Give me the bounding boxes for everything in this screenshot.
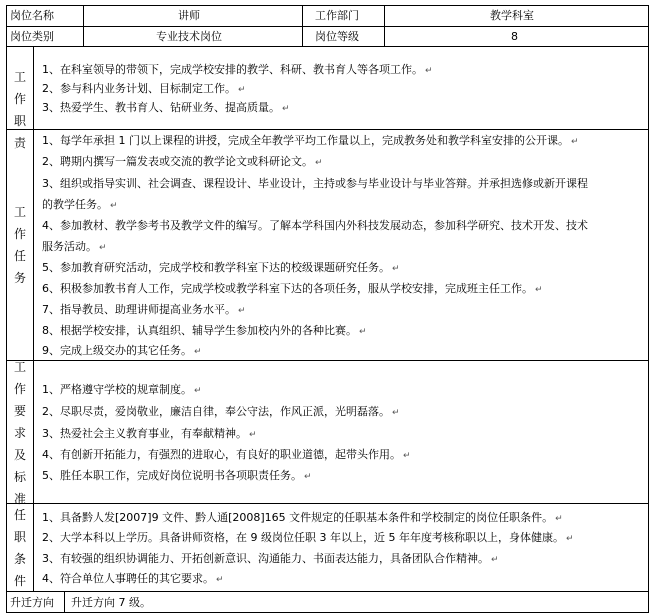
col-divider bbox=[64, 591, 65, 613]
position-category-label: 岗位类别 bbox=[10, 30, 54, 43]
position-level-label: 岗位等级 bbox=[315, 30, 359, 43]
tasks-line: 3、组织或指导实训、社会调查、课程设计、毕业设计，主持或参与毕业设计与毕业答辩。并承担选修或新开课程 bbox=[42, 177, 588, 190]
tasks-line: 2、聘期内撰写一篇发表或交流的教学论文或科研论文。 ↵ bbox=[42, 155, 323, 168]
qualifications-line: 2、大学本科以上学历。具备讲师资格，在 9 级岗位任职 3 年以上，近 5 年年度考核称职以上，身体健康。 ↵ bbox=[42, 531, 574, 544]
col-divider bbox=[302, 5, 303, 47]
row-divider bbox=[6, 591, 649, 592]
row-divider bbox=[6, 129, 649, 130]
tasks-line: 1、每学年承担 1 门以上课程的讲授，完成全年教学平均工作量以上，完成教务处和教学科室安排的公开课。 ↵ bbox=[42, 134, 579, 147]
requirements-line: 1、严格遵守学校的规章制度。 ↵ bbox=[42, 383, 202, 396]
requirements-section-label: 工 作 要 求 及 标 准 bbox=[13, 360, 26, 506]
tasks-line: 9、完成上级交办的其它任务。 ↵ bbox=[42, 344, 202, 357]
duties-line: 2、参与科内业务计划、目标制定工作。 ↵ bbox=[42, 82, 246, 95]
tasks-line: 4、参加教材、教学参考书及教学文件的编写。了解本学科国内外科技发展动态，参加科学研究、技术开发、技术 bbox=[42, 219, 588, 232]
requirements-line: 3、热爱社会主义教育事业，有奉献精神。 ↵ bbox=[42, 427, 257, 440]
tasks-line: 服务活动。 ↵ bbox=[42, 240, 107, 253]
col-divider bbox=[83, 5, 84, 47]
qualifications-line: 4、符合单位人事聘任的其它要求。 ↵ bbox=[42, 572, 224, 585]
col-divider bbox=[384, 5, 385, 47]
table-border-left bbox=[6, 5, 7, 613]
table-border-top bbox=[6, 5, 649, 6]
tasks-line: 的教学任务。 ↵ bbox=[42, 198, 118, 211]
col-divider bbox=[33, 46, 34, 592]
table-border-bottom bbox=[6, 612, 649, 613]
tasks-line: 5、参加教育研究活动，完成学校和教学科室下达的校级课题研究任务。 ↵ bbox=[42, 261, 400, 274]
qualifications-line: 1、具备黔人发[2007]9 文件、黔人通[2008]165 文件规定的任职基本条件和学校制定的岗位任职条件。 ↵ bbox=[42, 511, 563, 524]
position-name-label: 岗位名称 bbox=[10, 9, 54, 22]
department-value: 教学科室 bbox=[490, 9, 534, 22]
tasks-section-label: 工 作 任 务 bbox=[13, 205, 26, 285]
requirements-line: 2、尽职尽责，爱岗敬业，廉洁自律，奉公守法，作风正派，光明磊落。 ↵ bbox=[42, 405, 400, 418]
requirements-line: 4、有创新开拓能力，有强烈的进取心，有良好的职业道德，起带头作用。 ↵ bbox=[42, 448, 411, 461]
row-divider bbox=[6, 503, 649, 504]
duties-section-label: 工 作 职 责 bbox=[13, 70, 26, 150]
position-category-value: 专业技术岗位 bbox=[156, 30, 222, 43]
promotion-label: 升迁方向 bbox=[10, 596, 54, 609]
position-level-value: 8 bbox=[511, 30, 518, 43]
tasks-line: 6、积极参加教书育人工作，完成学校或教学科室下达的各项任务，服从学校安排，完成班主任工作。 ↵ bbox=[42, 282, 543, 295]
duties-line: 1、在科室领导的带领下，完成学校安排的教学、科研、教书育人等各项工作。 ↵ bbox=[42, 63, 433, 76]
row-divider bbox=[6, 360, 649, 361]
qualifications-line: 3、有较强的组织协调能力、开拓创新意识、沟通能力、书面表达能力，具备团队合作精神。 ↵ bbox=[42, 552, 499, 565]
table-border-right bbox=[648, 5, 649, 613]
qualifications-section-label: 任 职 条 件 bbox=[13, 508, 26, 588]
department-label: 工作部门 bbox=[315, 9, 359, 22]
requirements-line: 5、胜任本职工作，完成好岗位说明书各项职责任务。 ↵ bbox=[42, 469, 312, 482]
duties-line: 3、热爱学生、教书育人、钻研业务、提高质量。 ↵ bbox=[42, 101, 290, 114]
tasks-line: 8、根据学校安排，认真组织、辅导学生参加校内外的各种比赛。 ↵ bbox=[42, 324, 367, 337]
row-divider bbox=[6, 26, 649, 27]
tasks-line: 7、指导教员、助理讲师提高业务水平。 ↵ bbox=[42, 303, 246, 316]
promotion-value: 升迁方向 7 级。 bbox=[71, 596, 151, 609]
row-divider bbox=[6, 46, 649, 47]
position-name-value: 讲师 bbox=[178, 9, 200, 22]
